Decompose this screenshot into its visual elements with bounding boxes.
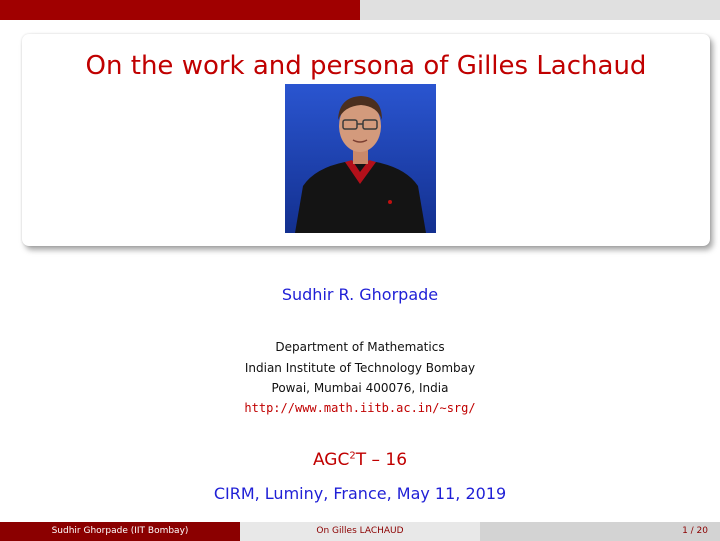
conference-name — [0, 450, 720, 470]
top-progress-bar — [0, 0, 720, 20]
homepage-link[interactable]: http://www.math.iitb.ac.in/∼srg/ — [244, 401, 476, 415]
affiliation-institute: Indian Institute of Technology Bombay — [244, 361, 476, 375]
conference-suffix: T – 16 — [355, 450, 408, 470]
portrait-photo — [285, 84, 436, 233]
progress-fill — [0, 0, 360, 20]
footer-page-number — [480, 522, 720, 541]
footer-bar — [0, 522, 720, 541]
footer-author: Sudhir Ghorpade (IIT Bombay) — [0, 522, 240, 541]
author-name: Sudhir R. Ghorpade — [281, 285, 439, 304]
affiliation-address: Powai, Mumbai 400076, India — [271, 381, 449, 395]
conference-superscript: 2 — [349, 450, 356, 462]
title-box — [22, 34, 710, 246]
venue-date: CIRM, Luminy, France, May 11, 2019 — [213, 484, 507, 503]
footer-short-title: On Gilles LACHAUD — [240, 522, 480, 541]
conference-prefix: AGC — [312, 450, 350, 470]
page-counter: 1 / 20 — [682, 526, 708, 536]
affiliation-department: Department of Mathematics — [275, 340, 445, 354]
slide-title: On the work and persona of Gilles Lachaud — [85, 51, 647, 81]
